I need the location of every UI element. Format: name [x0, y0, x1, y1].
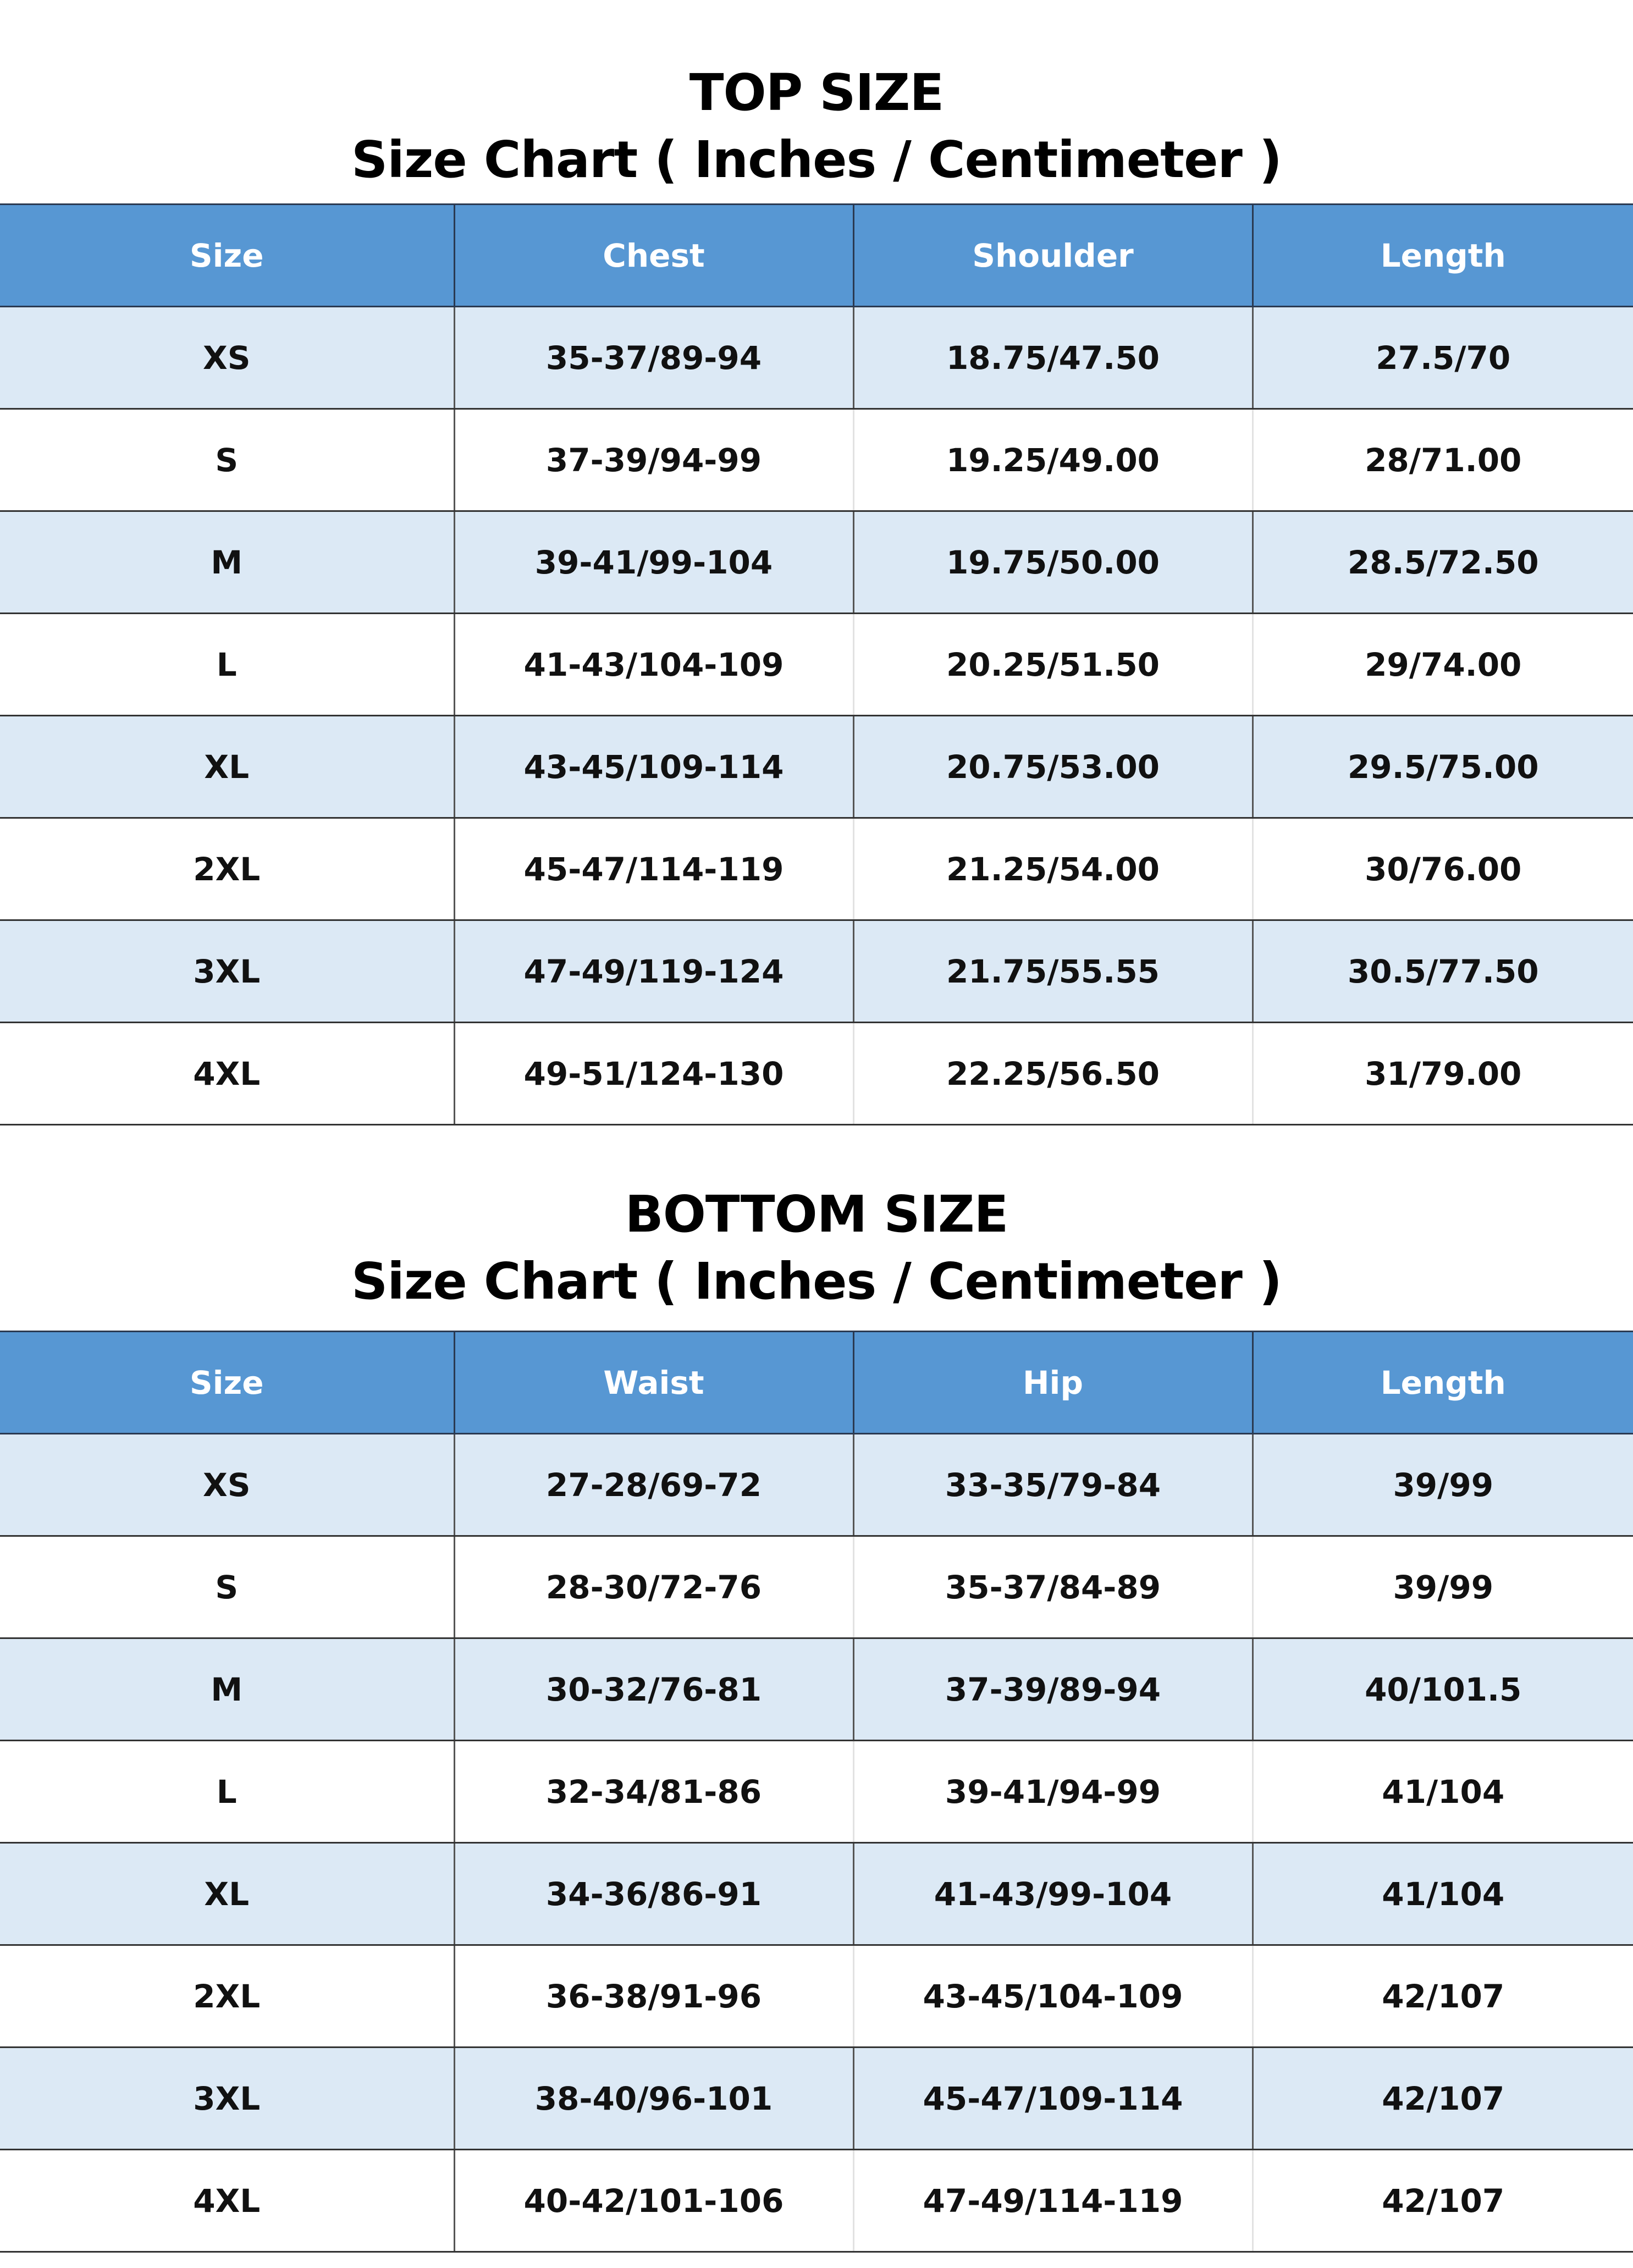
size-cell: XL [0, 716, 454, 818]
size-cell: M [0, 511, 454, 614]
size-cell: XS [0, 1434, 454, 1536]
length-cell: 29/74.00 [1253, 614, 1633, 716]
table-row [0, 818, 1633, 920]
waist-cell: 34-36/86-91 [454, 1843, 853, 1945]
bottom-size-table [0, 1331, 1633, 2253]
length-cell: 30.5/77.50 [1253, 920, 1633, 1023]
hip-cell: 47-49/114-119 [853, 2150, 1253, 2252]
size-cell: 4XL [0, 1023, 454, 1125]
table-row [0, 920, 1633, 1023]
chest-cell: 35-37/89-94 [454, 307, 853, 409]
table-row [0, 409, 1633, 511]
table-row [0, 716, 1633, 818]
table-row [0, 1434, 1633, 1536]
waist-cell: 30-32/76-81 [454, 1638, 853, 1741]
length-cell: 27.5/70 [1253, 307, 1633, 409]
bottom-size-title-block [0, 1122, 1633, 1331]
table-header-row [0, 1332, 1633, 1434]
column-header-hip: Hip [853, 1332, 1253, 1434]
top-size-title-block [0, 0, 1633, 203]
size-cell: S [0, 1536, 454, 1638]
shoulder-cell: 21.25/54.00 [853, 818, 1253, 920]
hip-cell: 41-43/99-104 [853, 1843, 1253, 1945]
hip-cell: 33-35/79-84 [853, 1434, 1253, 1536]
size-cell: S [0, 409, 454, 511]
column-header-size: Size [0, 1332, 454, 1434]
table-header-row [0, 205, 1633, 307]
size-cell: 2XL [0, 818, 454, 920]
column-header-shoulder: Shoulder [853, 205, 1253, 307]
table-row [0, 1638, 1633, 1741]
table-row [0, 1023, 1633, 1125]
table-row [0, 1945, 1633, 2048]
size-cell: XL [0, 1843, 454, 1945]
column-header-length: Length [1253, 205, 1633, 307]
table-row [0, 511, 1633, 614]
length-cell: 28/71.00 [1253, 409, 1633, 511]
length-cell: 42/107 [1253, 2150, 1633, 2252]
size-cell: M [0, 1638, 454, 1741]
top-size-table [0, 203, 1633, 1125]
top-size-subheading: Size Chart ( Inches / Centimeter ) [351, 130, 1282, 189]
table-row [0, 2150, 1633, 2252]
top-size-section [0, 0, 1633, 1125]
table-row [0, 2048, 1633, 2150]
waist-cell: 27-28/69-72 [454, 1434, 853, 1536]
chest-cell: 47-49/119-124 [454, 920, 853, 1023]
hip-cell: 45-47/109-114 [853, 2048, 1253, 2150]
size-cell: 3XL [0, 920, 454, 1023]
waist-cell: 28-30/72-76 [454, 1536, 853, 1638]
waist-cell: 32-34/81-86 [454, 1741, 853, 1843]
hip-cell: 35-37/84-89 [853, 1536, 1253, 1638]
size-cell: L [0, 614, 454, 716]
waist-cell: 40-42/101-106 [454, 2150, 853, 2252]
shoulder-cell: 19.25/49.00 [853, 409, 1253, 511]
chest-cell: 37-39/94-99 [454, 409, 853, 511]
size-cell: 3XL [0, 2048, 454, 2150]
length-cell: 29.5/75.00 [1253, 716, 1633, 818]
shoulder-cell: 22.25/56.50 [853, 1023, 1253, 1125]
hip-cell: 37-39/89-94 [853, 1638, 1253, 1741]
column-header-size: Size [0, 205, 454, 307]
bottom-size-section [0, 1122, 1633, 2253]
length-cell: 31/79.00 [1253, 1023, 1633, 1125]
table-row [0, 1536, 1633, 1638]
shoulder-cell: 18.75/47.50 [853, 307, 1253, 409]
length-cell: 28.5/72.50 [1253, 511, 1633, 614]
waist-cell: 36-38/91-96 [454, 1945, 853, 2048]
bottom-size-heading: BOTTOM SIZE [625, 1185, 1008, 1244]
column-header-length: Length [1253, 1332, 1633, 1434]
top-size-heading: TOP SIZE [689, 63, 944, 122]
length-cell: 42/107 [1253, 2048, 1633, 2150]
length-cell: 41/104 [1253, 1741, 1633, 1843]
shoulder-cell: 20.25/51.50 [853, 614, 1253, 716]
size-cell: L [0, 1741, 454, 1843]
hip-cell: 39-41/94-99 [853, 1741, 1253, 1843]
chest-cell: 41-43/104-109 [454, 614, 853, 716]
length-cell: 39/99 [1253, 1434, 1633, 1536]
chest-cell: 39-41/99-104 [454, 511, 853, 614]
length-cell: 30/76.00 [1253, 818, 1633, 920]
hip-cell: 43-45/104-109 [853, 1945, 1253, 2048]
shoulder-cell: 20.75/53.00 [853, 716, 1253, 818]
chest-cell: 45-47/114-119 [454, 818, 853, 920]
waist-cell: 38-40/96-101 [454, 2048, 853, 2150]
bottom-size-subheading: Size Chart ( Inches / Centimeter ) [351, 1252, 1282, 1311]
shoulder-cell: 19.75/50.00 [853, 511, 1253, 614]
chest-cell: 49-51/124-130 [454, 1023, 853, 1125]
length-cell: 42/107 [1253, 1945, 1633, 2048]
table-row [0, 1741, 1633, 1843]
shoulder-cell: 21.75/55.55 [853, 920, 1253, 1023]
chest-cell: 43-45/109-114 [454, 716, 853, 818]
size-cell: 4XL [0, 2150, 454, 2252]
size-cell: XS [0, 307, 454, 409]
size-cell: 2XL [0, 1945, 454, 2048]
length-cell: 39/99 [1253, 1536, 1633, 1638]
table-row [0, 614, 1633, 716]
length-cell: 41/104 [1253, 1843, 1633, 1945]
column-header-waist: Waist [454, 1332, 853, 1434]
column-header-chest: Chest [454, 205, 853, 307]
table-row [0, 307, 1633, 409]
length-cell: 40/101.5 [1253, 1638, 1633, 1741]
table-row [0, 1843, 1633, 1945]
